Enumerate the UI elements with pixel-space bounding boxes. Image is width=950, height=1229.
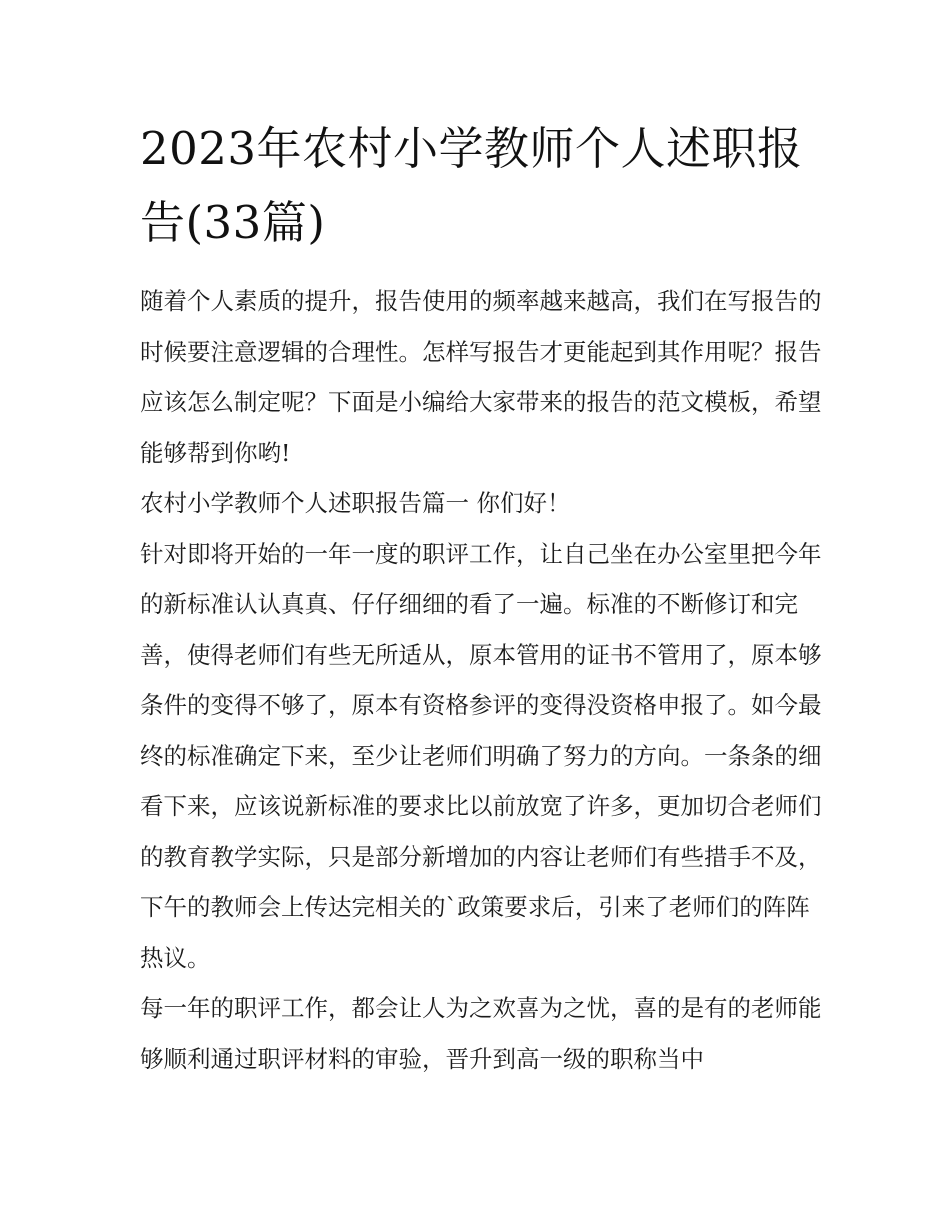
document-body (140, 276, 830, 1084)
paragraph-main: 针对即将开始的一年一度的职评工作，让自己坐在办公室里把今年的新标准认认真真、仔仔细细的看了一遍。标准的不断修订和完善，使得老师们有些无所适从，原本管用的证书不管用了，原本够条件的变得不够了，原本有资格参评的变得没资格申报了。如今最终的标准确定下来，至少让老师们明确了努力的方向。一条条的细看下来，应该说新标准的要求比以前放宽了许多，更加切合老师们的教育教学实际，只是部分新增加的内容让老师们有些措手不及，下午的教师会上传达完相关的`政策要求后，引来了老师们的阵阵热议。 (140, 539, 822, 972)
paragraph-section-heading: 农村小学教师个人述职报告篇一 你们好！ (140, 489, 571, 517)
paragraph-intro: 随着个人素质的提升，报告使用的频率越来越高，我们在写报告的时候要注意逻辑的合理性。怎样写报告才更能起到其作用呢？报告应该怎么制定呢？下面是小编给大家带来的报告的范文模板，希望能够帮到你哟! (140, 287, 822, 467)
paragraph-continuation: 每一年的职评工作，都会让人为之欢喜为之忧，喜的是有的老师能够顺利通过职评材料的审验，晋升到高一级的职称当中 (140, 994, 822, 1073)
document-title: 2023年农村小学教师个人述职报告(33篇) (140, 122, 803, 249)
